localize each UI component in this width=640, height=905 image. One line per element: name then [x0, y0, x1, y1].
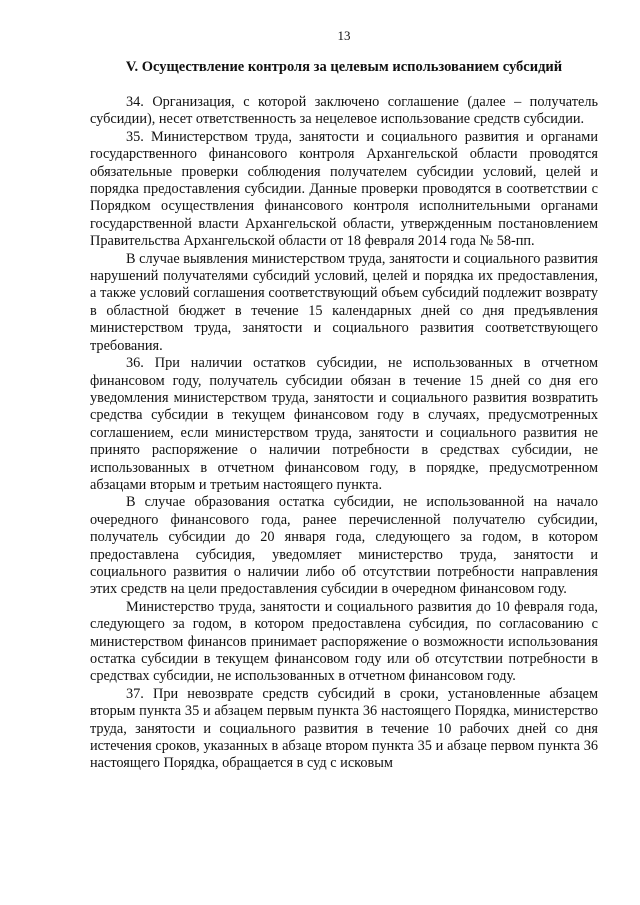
- paragraph-34: 34. Организация, с которой заключено соглашение (далее – получатель субсидии), несет ответственность за нецелевое использование средств субсидии.: [90, 94, 598, 128]
- paragraph-35-second: В случае выявления министерством труда, занятости и социального развития нарушений получателями субсидий условий, целей и порядка их предоставления, а также условий соглашения соответствующий объем субсидий подлежит возврату в областной бюджет в течение 15 календарных дней со дня предъявления министерством труда, занятости и социального развития соответствующего требования.: [90, 250, 598, 354]
- paragraph-37: 37. При невозврате средств субсидий в сроки, установленные абзацем вторым пункта 35 и абзацем первым пункта 36 настоящего Порядка, министерство труда, занятости и социального развития в течение 10 рабочих дней со дня истечения сроков, указанных в абзаце втором пункта 35 и абзаце первом пункта 36 настоящего Порядка, обращается в суд с исковым: [90, 685, 598, 772]
- page-number: 13: [337, 28, 351, 43]
- paragraph-36: 36. При наличии остатков субсидии, не использованных в отчетном финансовом году, получатель субсидии обязан в течение 15 дней со дня его уведомления министерством труда, занятости и социального развития возвратить средства субсидии в текущем финансовом году в случаях, предусмотренных соглашением, если министерством труда, занятости и социального развития не принято распоряжение о наличии потребности в средствах субсидии, не использованных в отчетном финансовом году, в порядке, предусмотренном абзацами вторым и третьим настоящего пункта.: [90, 355, 598, 493]
- paragraph-36-second: В случае образования остатка субсидии, не использованной на начало очередного финансового года, ранее перечисленной получателю субсидии, получатель субсидии до 20 января года, следующего за годом, в котором предоставлена субсидия, уведомляет министерство труда, занятости и социального развития о наличии либо об отсутствии потребности направления этих средств на цели предоставления субсидии в очередном финансовом году.: [90, 494, 598, 598]
- document-page: [90, 28, 598, 773]
- paragraph-35: 35. Министерством труда, занятости и социального развития и органами государственного финансового контроля Архангельской области проводятся обязательные проверки соблюдения получателем субсидии условий, целей и порядка предоставления субсидии. Данные проверки проводятся в соответствии с Порядком осуществления финансового контроля исполнительными органами государственной власти Архангельской области, утвержденным постановлением Правительства Архангельской области от 18 февраля 2014 года № 58-пп.: [90, 128, 598, 250]
- paragraph-36-third: Министерство труда, занятости и социального развития до 10 февраля года, следующего за годом, в котором предоставлена субсидия, по согласованию с министерством финансов принимает распоряжение о возможности использования остатка субсидии в текущем финансовом году или об отсутствии потребности в средствах субсидии, не использованных в отчетном финансовом году.: [90, 598, 598, 685]
- section-heading: V. Осуществление контроля за целевым использованием субсидий: [125, 59, 563, 75]
